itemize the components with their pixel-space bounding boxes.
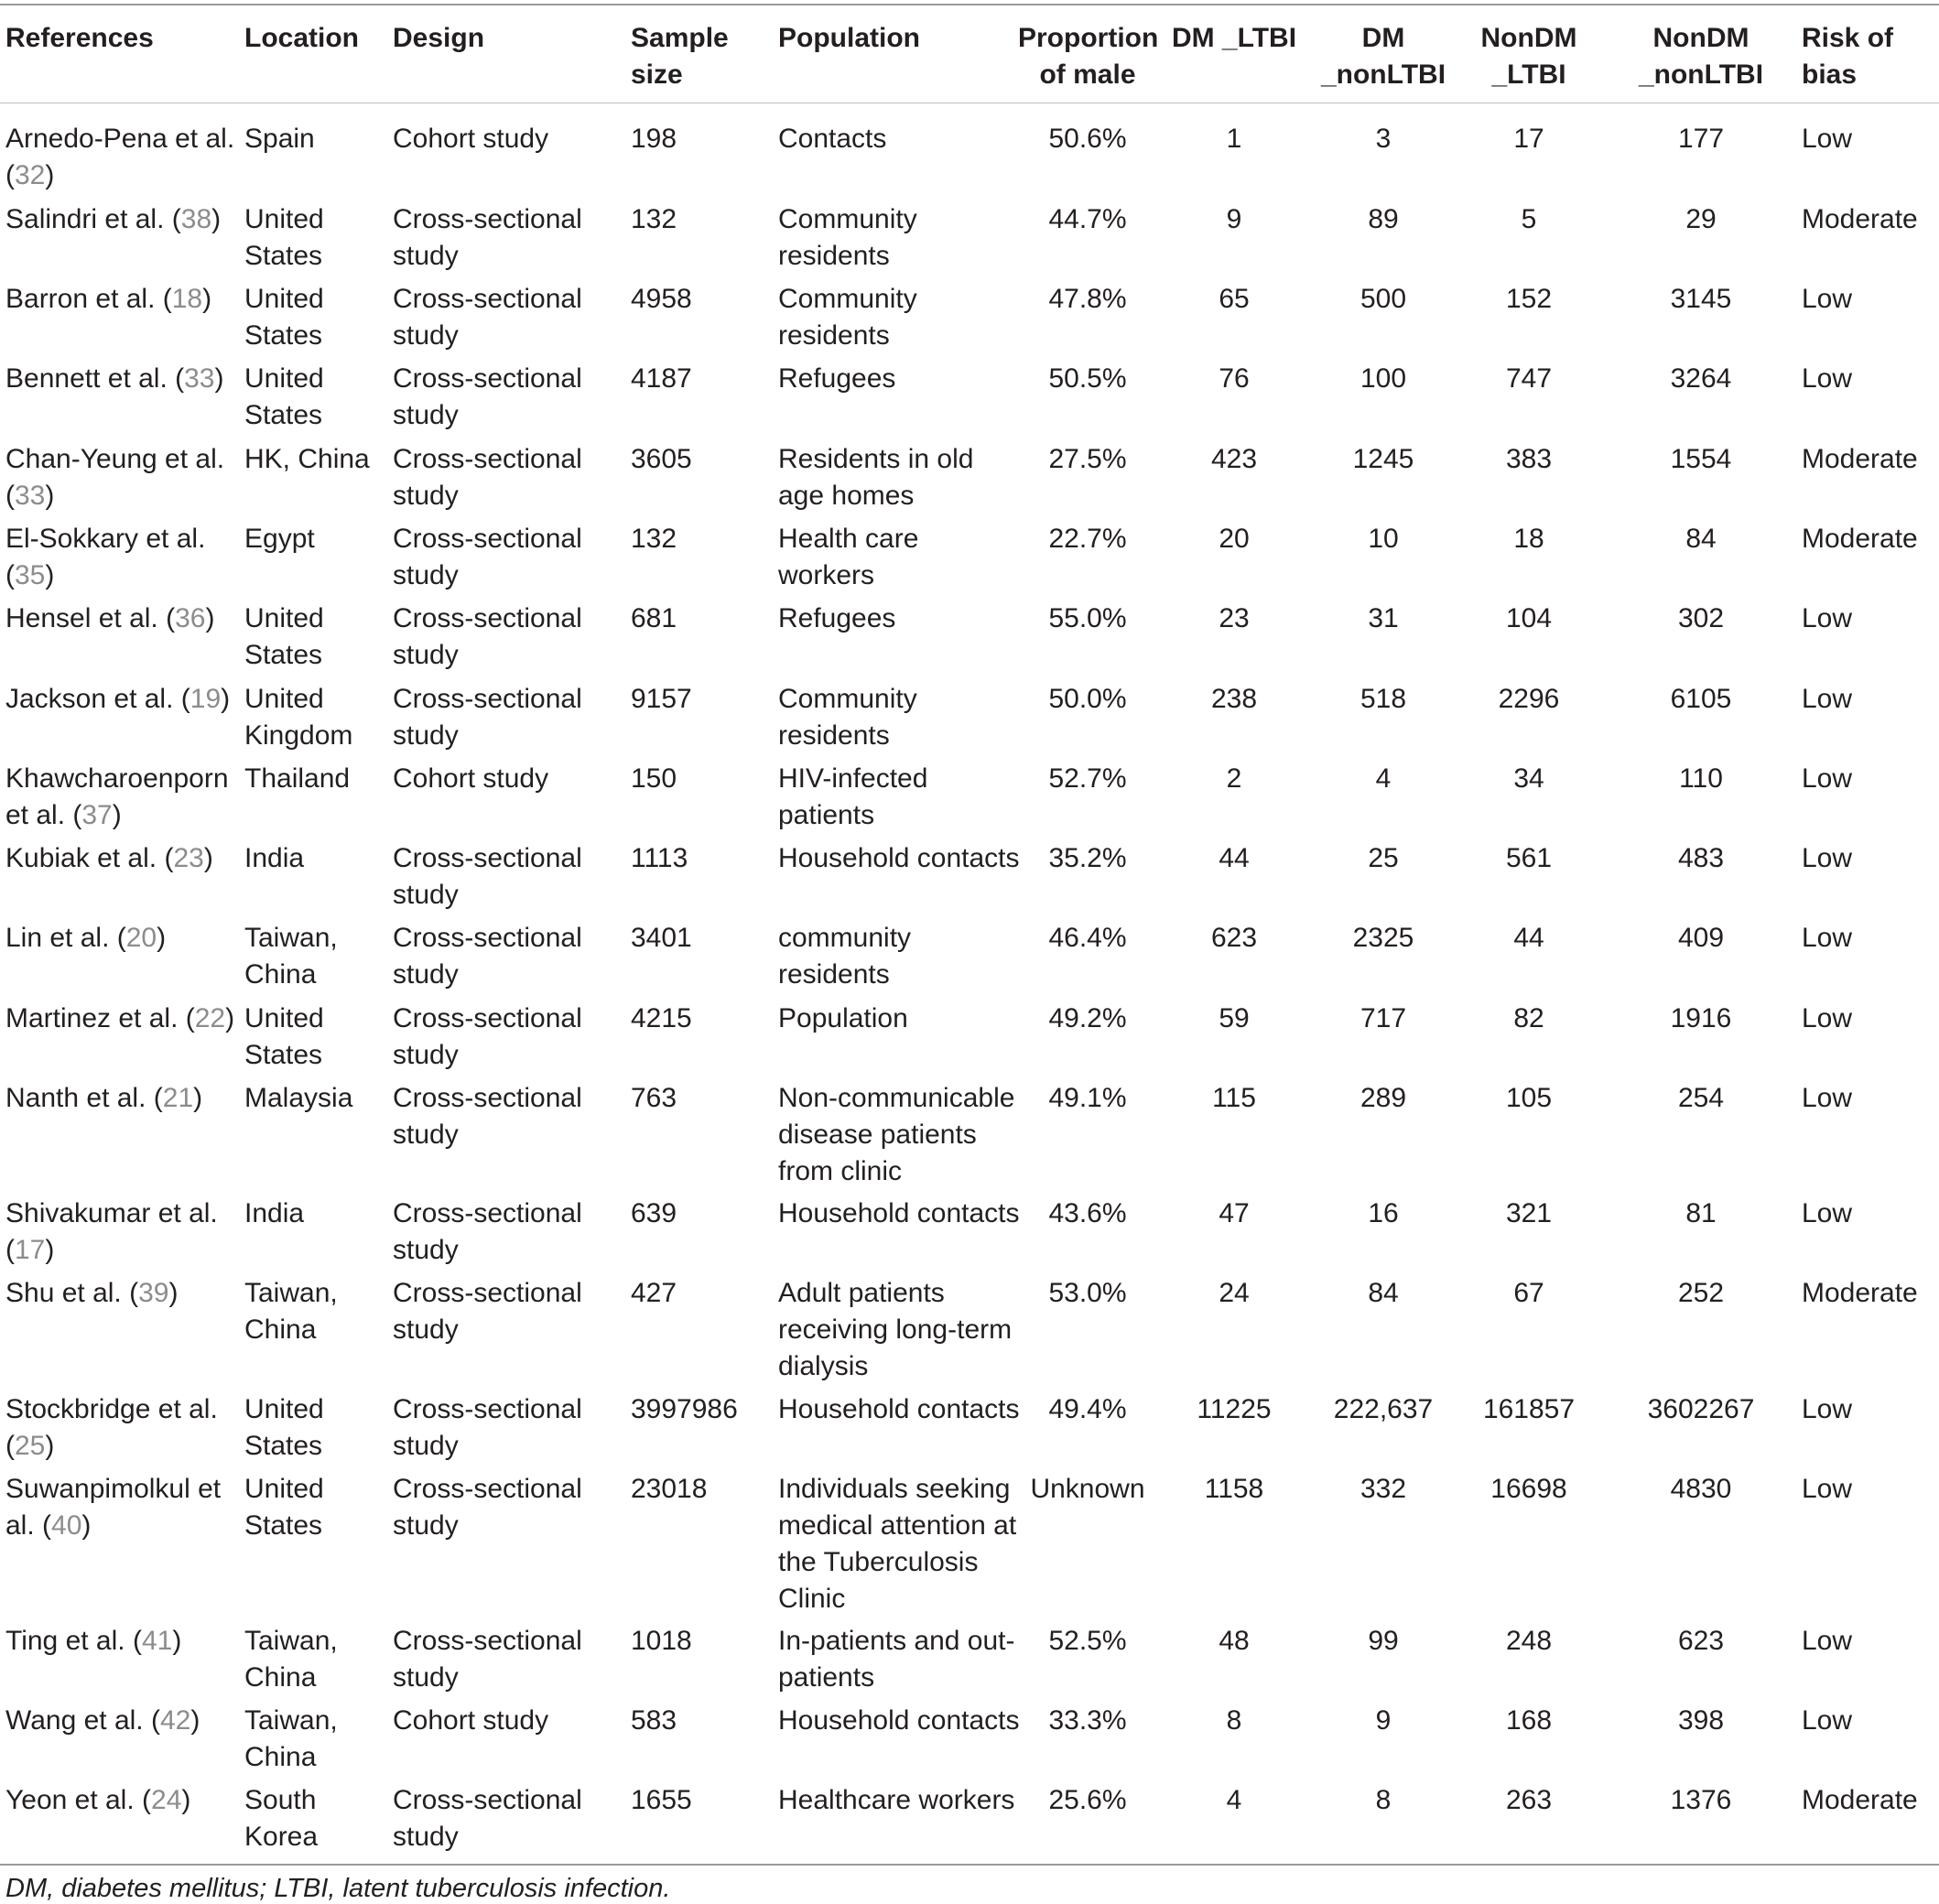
reference-number-link[interactable]: 40 <box>51 1510 82 1541</box>
reference-author: Wang et al. <box>5 1705 144 1736</box>
cell-nondm-nonltbi: 6105 <box>1670 684 1732 714</box>
cell-references: Kubiak et al. (23) <box>5 843 213 873</box>
cell-references: Arnedo-Pena et al. (32) <box>5 124 235 190</box>
cell-nondm-nonltbi: 1554 <box>1670 444 1732 474</box>
cell-population: community residents <box>778 923 912 990</box>
cell-nondm-ltbi: 82 <box>1513 1003 1544 1033</box>
cell-population: Community residents <box>778 684 917 751</box>
reference-number-link[interactable]: 23 <box>173 843 204 873</box>
cell-population: Health care workers <box>778 524 919 590</box>
cell-risk-of-bias: Moderate <box>1802 444 1918 474</box>
cell-sample-size: 4215 <box>631 1003 692 1033</box>
reference-author: Ting et al. <box>5 1626 125 1656</box>
cell-location: Egypt <box>244 524 315 554</box>
reference-author: Shu et al. <box>5 1278 122 1308</box>
cell-references: Barron et al. (18) <box>5 284 212 314</box>
cell-dm-nonltbi: 717 <box>1359 1003 1407 1033</box>
cell-risk-of-bias: Low <box>1802 1083 1853 1113</box>
cell-risk-of-bias: Moderate <box>1802 524 1918 554</box>
cell-population: Healthcare workers <box>778 1785 1015 1815</box>
cell-location: United States <box>244 1394 324 1461</box>
reference-number-link[interactable]: 38 <box>180 204 212 234</box>
cell-dm-ltbi: 11225 <box>1197 1394 1272 1424</box>
reference-number-link[interactable]: 41 <box>141 1626 173 1656</box>
cell-population: Contacts <box>778 124 887 154</box>
cell-proportion-male: 47.8% <box>1048 284 1127 314</box>
cell-location: Thailand <box>244 763 351 794</box>
reference-author: Kubiak et al. <box>5 843 157 873</box>
cell-references: Wang et al. (42) <box>5 1705 200 1736</box>
cell-nondm-ltbi: 383 <box>1505 444 1553 474</box>
cell-nondm-ltbi: 747 <box>1505 363 1553 394</box>
cell-population: Household contacts <box>778 1198 1020 1228</box>
cell-population: Adult patients receiving long-term dialysis <box>778 1278 1013 1381</box>
cell-nondm-nonltbi: 252 <box>1677 1278 1725 1308</box>
cell-proportion-male: 27.5% <box>1048 444 1127 474</box>
cell-design: Cross-sectional study <box>393 363 582 430</box>
reference-author: Stockbridge et al. <box>5 1394 218 1424</box>
cell-dm-ltbi: 76 <box>1219 363 1250 394</box>
cell-sample-size: 3605 <box>631 444 692 474</box>
reference-author: Jackson et al. <box>5 684 174 714</box>
cell-references: Stockbridge et al. (25) <box>5 1394 218 1461</box>
cell-population: Refugees <box>778 603 896 633</box>
cell-references: Shu et al. (39) <box>5 1278 179 1308</box>
cell-dm-nonltbi: 4 <box>1375 763 1392 794</box>
cell-location: Spain <box>244 124 315 154</box>
reference-author: Barron et al. <box>5 284 156 314</box>
cell-dm-nonltbi: 100 <box>1359 363 1407 394</box>
cell-design: Cross-sectional study <box>393 603 582 670</box>
cell-population: Non-communicable disease patients from clinic <box>778 1083 1015 1186</box>
cell-references: Lin et al. (20) <box>5 923 167 953</box>
reference-author: Nanth et al. <box>5 1083 146 1113</box>
cell-dm-nonltbi: 16 <box>1368 1198 1399 1228</box>
cell-references: Salindri et al. (38) <box>5 204 222 234</box>
reference-number-link[interactable]: 32 <box>15 160 46 190</box>
cell-proportion-male: 49.4% <box>1048 1394 1127 1424</box>
cell-nondm-ltbi: 104 <box>1505 603 1553 633</box>
cell-dm-ltbi: 9 <box>1226 204 1242 234</box>
reference-number-link[interactable]: 39 <box>138 1278 169 1308</box>
cell-nondm-nonltbi: 3602267 <box>1647 1394 1755 1424</box>
cell-design: Cohort study <box>393 1705 549 1736</box>
cell-population: Household contacts <box>778 1705 1020 1736</box>
reference-author: Arnedo-Pena et al. <box>5 124 235 154</box>
cell-dm-ltbi: 20 <box>1219 524 1250 554</box>
cell-sample-size: 639 <box>631 1198 677 1228</box>
cell-nondm-nonltbi: 483 <box>1677 843 1725 873</box>
reference-number-link[interactable]: 19 <box>190 684 222 714</box>
cell-references: Hensel et al. (36) <box>5 603 215 633</box>
cell-nondm-nonltbi: 398 <box>1677 1705 1725 1736</box>
reference-number-link[interactable]: 18 <box>171 284 203 314</box>
cell-design: Cross-sectional study <box>393 1083 582 1150</box>
cell-population: HIV-infected patients <box>778 763 928 830</box>
cell-proportion-male: 49.1% <box>1048 1083 1127 1113</box>
header-population: Population <box>778 23 920 53</box>
cell-nondm-ltbi: 161857 <box>1482 1394 1576 1424</box>
cell-location: Taiwan, China <box>244 923 338 990</box>
cell-location: United States <box>244 1003 324 1070</box>
cell-risk-of-bias: Low <box>1802 603 1853 633</box>
cell-population: Refugees <box>778 363 896 394</box>
cell-nondm-ltbi: 152 <box>1505 284 1553 314</box>
cell-dm-ltbi: 2 <box>1226 763 1242 794</box>
reference-number-link[interactable]: 21 <box>162 1083 194 1113</box>
cell-dm-nonltbi: 289 <box>1359 1083 1407 1113</box>
cell-location: Taiwan, China <box>244 1626 338 1693</box>
cell-risk-of-bias: Low <box>1802 1626 1853 1656</box>
cell-nondm-ltbi: 5 <box>1521 204 1537 234</box>
cell-location: HK, China <box>244 444 370 474</box>
cell-dm-nonltbi: 222,637 <box>1333 1394 1434 1424</box>
cell-population: Community residents <box>778 204 917 271</box>
cell-dm-ltbi: 4 <box>1226 1785 1242 1815</box>
cell-population: In-patients and out-patients <box>778 1626 1015 1693</box>
cell-sample-size: 4958 <box>631 284 692 314</box>
cell-nondm-ltbi: 17 <box>1513 124 1544 154</box>
cell-location: India <box>244 1198 305 1228</box>
cell-design: Cross-sectional study <box>393 444 582 511</box>
cell-nondm-ltbi: 168 <box>1505 1705 1553 1736</box>
cell-risk-of-bias: Low <box>1802 684 1853 714</box>
table-bottom-rule <box>0 1864 1939 1866</box>
cell-nondm-ltbi: 2296 <box>1498 684 1560 714</box>
cell-nondm-nonltbi: 84 <box>1685 524 1717 554</box>
cell-population: Household contacts <box>778 843 1020 873</box>
cell-nondm-nonltbi: 1376 <box>1670 1785 1732 1815</box>
header-dm-nonltbi: DM _nonLTBI <box>1320 23 1446 90</box>
cell-location: Taiwan, China <box>244 1705 338 1772</box>
cell-design: Cross-sectional study <box>393 1626 582 1693</box>
cell-design: Cross-sectional study <box>393 1198 582 1265</box>
cell-references: Bennett et al. (33) <box>5 363 224 394</box>
cell-dm-nonltbi: 518 <box>1359 684 1407 714</box>
reference-number-link[interactable]: 24 <box>151 1785 182 1815</box>
cell-location: South Korea <box>244 1785 319 1852</box>
cell-location: United Kingdom <box>244 684 353 751</box>
cell-sample-size: 1655 <box>631 1785 692 1815</box>
cell-location: Taiwan, China <box>244 1278 338 1345</box>
cell-design: Cross-sectional study <box>393 684 582 751</box>
cell-risk-of-bias: Low <box>1802 284 1853 314</box>
cell-references: Khawcharoenporn et al. (37) <box>5 763 229 830</box>
cell-design: Cross-sectional study <box>393 1474 582 1541</box>
header-nondm-nonltbi: NonDM _nonLTBI <box>1638 23 1764 90</box>
cell-design: Cross-sectional study <box>393 843 582 910</box>
cell-nondm-ltbi: 248 <box>1505 1626 1553 1656</box>
cell-dm-ltbi: 23 <box>1219 603 1250 633</box>
cell-proportion-male: Unknown <box>1030 1474 1145 1504</box>
cell-nondm-nonltbi: 1916 <box>1670 1003 1732 1033</box>
cell-proportion-male: 50.6% <box>1048 124 1127 154</box>
cell-proportion-male: 52.7% <box>1048 763 1127 794</box>
cell-design: Cross-sectional study <box>393 524 582 590</box>
cell-sample-size: 150 <box>631 763 677 794</box>
cell-dm-ltbi: 8 <box>1226 1705 1242 1736</box>
cell-dm-ltbi: 238 <box>1210 684 1258 714</box>
header-location: Location <box>244 23 359 53</box>
cell-sample-size: 427 <box>631 1278 677 1308</box>
cell-design: Cross-sectional study <box>393 923 582 990</box>
reference-author: Chan-Yeung et al. <box>5 444 225 474</box>
cell-references: El-Sokkary et al. (35) <box>5 524 206 590</box>
cell-nondm-nonltbi: 302 <box>1677 603 1725 633</box>
cell-population: Individuals seeking medical attention at the Tuberculosis Clinic <box>778 1474 1017 1614</box>
cell-sample-size: 763 <box>631 1083 677 1113</box>
reference-number-link[interactable]: 35 <box>15 560 46 590</box>
cell-sample-size: 23018 <box>631 1474 708 1504</box>
cell-sample-size: 583 <box>631 1705 677 1736</box>
reference-number-link[interactable]: 36 <box>175 603 206 633</box>
cell-sample-size: 681 <box>631 603 677 633</box>
reference-number-link[interactable]: 33 <box>15 481 46 511</box>
reference-author: Khawcharoenporn et al. <box>5 763 229 830</box>
cell-location: United States <box>244 204 324 271</box>
cell-design: Cross-sectional study <box>393 1003 582 1070</box>
cell-nondm-nonltbi: 409 <box>1677 923 1725 953</box>
reference-author: Shivakumar et al. <box>5 1198 218 1228</box>
cell-nondm-ltbi: 67 <box>1513 1278 1544 1308</box>
cell-references: Martinez et al. (22) <box>5 1003 235 1033</box>
cell-sample-size: 132 <box>631 524 677 554</box>
cell-proportion-male: 55.0% <box>1048 603 1127 633</box>
cell-risk-of-bias: Low <box>1802 1474 1853 1504</box>
cell-risk-of-bias: Low <box>1802 363 1853 394</box>
cell-sample-size: 3997986 <box>631 1394 738 1424</box>
cell-dm-ltbi: 1 <box>1226 124 1242 154</box>
cell-nondm-ltbi: 105 <box>1505 1083 1553 1113</box>
cell-population: Community residents <box>778 284 917 351</box>
cell-dm-ltbi: 115 <box>1212 1083 1256 1113</box>
cell-nondm-ltbi: 44 <box>1513 923 1544 953</box>
cell-proportion-male: 49.2% <box>1048 1003 1127 1033</box>
cell-dm-nonltbi: 332 <box>1359 1474 1407 1504</box>
cell-dm-ltbi: 59 <box>1219 1003 1250 1033</box>
table-footnote: DM, diabetes mellitus; LTBI, latent tuberculosis infection. <box>5 1874 671 1903</box>
cell-design: Cross-sectional study <box>393 284 582 351</box>
cell-nondm-ltbi: 321 <box>1505 1198 1553 1228</box>
cell-nondm-nonltbi: 29 <box>1685 204 1717 234</box>
reference-author: Lin et al. <box>5 923 110 953</box>
header-dm-ltbi: DM _LTBI <box>1171 23 1297 53</box>
cell-risk-of-bias: Low <box>1802 1705 1853 1736</box>
cell-dm-ltbi: 47 <box>1219 1198 1250 1228</box>
header-risk-of-bias: Risk of bias <box>1802 23 1894 90</box>
cell-dm-nonltbi: 2325 <box>1352 923 1414 953</box>
cell-references: Shivakumar et al. (17) <box>5 1198 218 1265</box>
cell-dm-ltbi: 44 <box>1219 843 1250 873</box>
cell-risk-of-bias: Moderate <box>1802 1785 1918 1815</box>
reference-number-link[interactable]: 25 <box>15 1431 46 1461</box>
cell-dm-nonltbi: 9 <box>1375 1705 1392 1736</box>
cell-risk-of-bias: Low <box>1802 1198 1853 1228</box>
cell-risk-of-bias: Low <box>1802 923 1853 953</box>
cell-references: Ting et al. (41) <box>5 1626 182 1656</box>
cell-proportion-male: 44.7% <box>1048 204 1127 234</box>
cell-dm-nonltbi: 1245 <box>1352 444 1414 474</box>
cell-references: Jackson et al. (19) <box>5 684 231 714</box>
cell-sample-size: 1113 <box>631 843 688 873</box>
cell-risk-of-bias: Low <box>1802 124 1853 154</box>
cell-location: United States <box>244 363 324 430</box>
cell-references: Chan-Yeung et al. (33) <box>5 444 225 511</box>
reference-author: Salindri et al. <box>5 204 165 234</box>
cell-dm-ltbi: 1158 <box>1204 1474 1264 1504</box>
cell-nondm-ltbi: 16698 <box>1490 1474 1567 1504</box>
cell-references: Suwanpimolkul et al. (40) <box>5 1474 222 1541</box>
cell-risk-of-bias: Low <box>1802 843 1853 873</box>
reference-number-link[interactable]: 33 <box>184 363 215 394</box>
cell-dm-ltbi: 623 <box>1210 923 1258 953</box>
cell-sample-size: 4187 <box>631 363 692 394</box>
cell-dm-nonltbi: 89 <box>1368 204 1399 234</box>
cell-proportion-male: 50.0% <box>1048 684 1127 714</box>
reference-author: Yeon et al. <box>5 1785 135 1815</box>
cell-risk-of-bias: Moderate <box>1802 204 1918 234</box>
cell-risk-of-bias: Moderate <box>1802 1278 1918 1308</box>
cell-dm-nonltbi: 25 <box>1368 843 1399 873</box>
header-design: Design <box>393 23 485 53</box>
cell-nondm-ltbi: 18 <box>1513 524 1544 554</box>
cell-design: Cohort study <box>393 763 549 794</box>
cell-dm-ltbi: 423 <box>1210 444 1258 474</box>
reference-number-link[interactable]: 22 <box>194 1003 226 1033</box>
header-sample-size: Sample size <box>631 23 729 90</box>
cell-proportion-male: 52.5% <box>1048 1626 1127 1656</box>
cell-proportion-male: 53.0% <box>1048 1278 1127 1308</box>
header-references: References <box>5 23 154 53</box>
cell-dm-ltbi: 24 <box>1219 1278 1250 1308</box>
cell-sample-size: 9157 <box>631 684 692 714</box>
cell-sample-size: 198 <box>631 124 677 154</box>
cell-design: Cross-sectional study <box>393 1394 582 1461</box>
cell-location: United States <box>244 1474 324 1541</box>
cell-dm-nonltbi: 3 <box>1375 124 1392 154</box>
cell-dm-nonltbi: 500 <box>1359 284 1407 314</box>
cell-location: Malaysia <box>244 1083 353 1113</box>
cell-proportion-male: 25.6% <box>1048 1785 1127 1815</box>
cell-dm-ltbi: 65 <box>1219 284 1250 314</box>
cell-risk-of-bias: Low <box>1802 1003 1853 1033</box>
cell-dm-nonltbi: 99 <box>1368 1626 1399 1656</box>
cell-population: Household contacts <box>778 1394 1020 1424</box>
cell-proportion-male: 22.7% <box>1048 524 1127 554</box>
cell-references: Nanth et al. (21) <box>5 1083 203 1113</box>
reference-number-link[interactable]: 37 <box>81 800 113 830</box>
header-proportion-male: Proportion of male <box>1018 23 1159 90</box>
cell-population: Residents in old age homes <box>778 444 974 511</box>
cell-nondm-nonltbi: 3145 <box>1670 284 1732 314</box>
cell-nondm-nonltbi: 3264 <box>1670 363 1732 394</box>
cell-dm-nonltbi: 84 <box>1368 1278 1399 1308</box>
cell-sample-size: 3401 <box>631 923 692 953</box>
cell-dm-nonltbi: 10 <box>1368 524 1399 554</box>
cell-proportion-male: 43.6% <box>1048 1198 1127 1228</box>
cell-proportion-male: 33.3% <box>1048 1705 1127 1736</box>
cell-nondm-ltbi: 263 <box>1505 1785 1553 1815</box>
cell-proportion-male: 35.2% <box>1048 843 1127 873</box>
cell-location: India <box>244 843 305 873</box>
reference-author: Martinez et al. <box>5 1003 179 1033</box>
cell-nondm-nonltbi: 254 <box>1677 1083 1725 1113</box>
cell-sample-size: 132 <box>631 204 677 234</box>
cell-risk-of-bias: Low <box>1802 763 1853 794</box>
reference-author: El-Sokkary et al. <box>5 524 206 554</box>
cell-location: United States <box>244 603 324 670</box>
cell-nondm-ltbi: 561 <box>1505 843 1553 873</box>
reference-number-link[interactable]: 42 <box>159 1705 191 1736</box>
cell-nondm-nonltbi: 623 <box>1677 1626 1725 1656</box>
reference-number-link[interactable]: 17 <box>15 1235 46 1265</box>
cell-dm-nonltbi: 31 <box>1368 603 1399 633</box>
cell-design: Cross-sectional study <box>393 1278 582 1345</box>
cell-dm-nonltbi: 8 <box>1375 1785 1392 1815</box>
cell-nondm-nonltbi: 81 <box>1685 1198 1717 1228</box>
reference-number-link[interactable]: 20 <box>125 923 157 953</box>
reference-author: Suwanpimolkul et al. <box>5 1474 222 1541</box>
cell-proportion-male: 50.5% <box>1048 363 1127 394</box>
cell-population: Population <box>778 1003 908 1033</box>
cell-nondm-nonltbi: 4830 <box>1670 1474 1732 1504</box>
table-top-rule <box>0 4 1939 5</box>
cell-risk-of-bias: Low <box>1802 1394 1853 1424</box>
reference-author: Bennett et al. <box>5 363 168 394</box>
header-nondm-ltbi: NonDM _LTBI <box>1480 23 1577 90</box>
cell-design: Cross-sectional study <box>393 1785 582 1852</box>
cell-nondm-nonltbi: 110 <box>1679 763 1723 794</box>
cell-location: United States <box>244 284 324 351</box>
cell-design: Cross-sectional study <box>393 204 582 271</box>
cell-design: Cohort study <box>393 124 549 154</box>
cell-nondm-ltbi: 34 <box>1513 763 1544 794</box>
cell-proportion-male: 46.4% <box>1048 923 1127 953</box>
cell-nondm-nonltbi: 177 <box>1677 124 1725 154</box>
reference-author: Hensel et al. <box>5 603 158 633</box>
cell-sample-size: 1018 <box>631 1626 692 1656</box>
cell-references: Yeon et al. (24) <box>5 1785 191 1815</box>
cell-dm-ltbi: 48 <box>1219 1626 1250 1656</box>
